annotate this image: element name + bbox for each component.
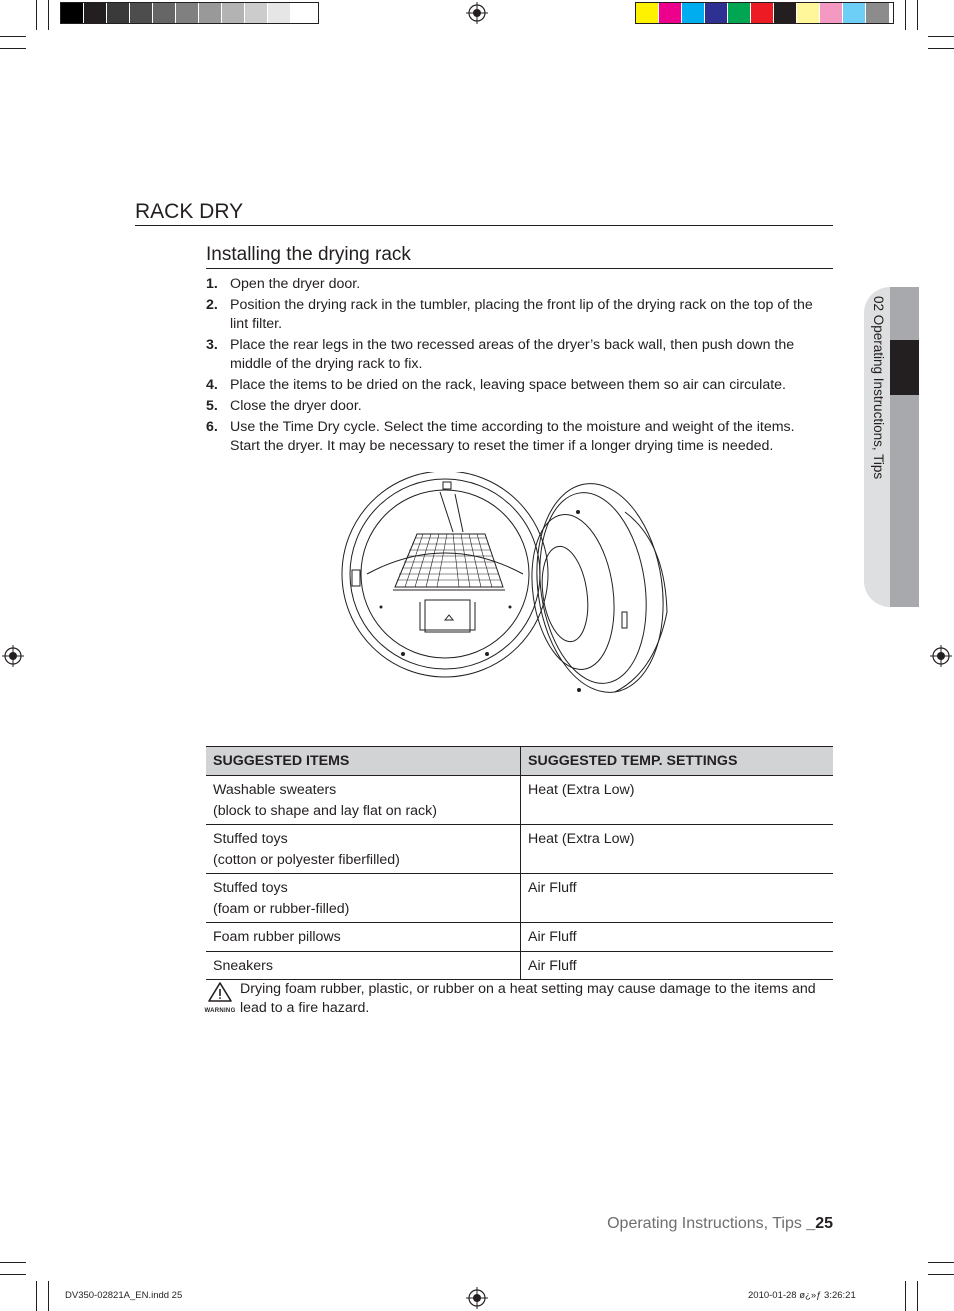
- crop-mark: [0, 48, 26, 49]
- crop-mark: [0, 1274, 26, 1275]
- registration-mark-icon: [930, 645, 952, 667]
- crop-mark: [928, 36, 954, 37]
- column-header: SUGGESTED TEMP. SETTINGS: [521, 747, 834, 776]
- color-swatch: [682, 3, 705, 23]
- chapter-tab-marker: [890, 340, 919, 395]
- color-swatch: [245, 3, 268, 23]
- step-item: 2. Position the drying rack in the tumbler, placing the front lip of the drying rack on the top of the lint filter.: [206, 297, 813, 332]
- step-item: 3. Place the rear legs in the two recessed areas of the dryer’s back wall, then push down the middle of the drying rack to fix.: [206, 337, 795, 372]
- suggested-items-table: [206, 746, 833, 980]
- column-header: SUGGESTED ITEMS: [206, 747, 521, 776]
- item-cell: Stuffed toys (cotton or polyester fiberfilled): [206, 825, 521, 874]
- color-swatch: [107, 3, 130, 23]
- page-footer: [560, 1215, 833, 1233]
- table-row: [206, 951, 833, 980]
- crop-mark: [928, 48, 954, 49]
- crop-mark: [48, 0, 49, 30]
- dryer-drying-rack-illustration: [335, 472, 675, 707]
- warning-icon: [203, 981, 237, 1014]
- process-color-bar: [635, 2, 894, 24]
- color-swatch: [636, 3, 659, 23]
- crop-mark: [36, 1281, 37, 1311]
- crop-mark: [0, 36, 26, 37]
- chapter-tab-strip: [890, 287, 919, 340]
- chapter-tab-strip: [890, 395, 919, 607]
- setting-cell: Heat (Extra Low): [521, 776, 834, 825]
- print-slug-file: DV350-02821A_EN.indd 25: [65, 1290, 183, 1301]
- color-swatch: [843, 3, 866, 23]
- color-swatch: [866, 3, 889, 23]
- table-row: [206, 874, 833, 923]
- table-header-row: [206, 747, 833, 776]
- crop-mark: [928, 1274, 954, 1275]
- setting-cell: Air Fluff: [521, 874, 834, 923]
- warning-text: Drying foam rubber, plastic, or rubber on a heat setting may cause damage to the items and lead to a fire hazard.: [240, 981, 816, 1016]
- color-swatch: [176, 3, 199, 23]
- chapter-tab-label: 02 Operating Instructions, Tips: [871, 296, 886, 480]
- crop-mark: [917, 0, 918, 30]
- subsection-divider: [206, 268, 833, 269]
- table-row: [206, 825, 833, 874]
- step-item: 5. Close the dryer door.: [206, 398, 362, 414]
- color-swatch: [130, 3, 153, 23]
- item-cell: Washable sweaters (block to shape and lay flat on rack): [206, 776, 521, 825]
- step-item: 6. Use the Time Dry cycle. Select the time according to the moisture and weight of the items. Start the dryer. It may be necessary to reset the timer if a longer drying time is needed.: [206, 419, 795, 454]
- step-item: 1. Open the dryer door.: [206, 276, 361, 292]
- color-swatch: [84, 3, 107, 23]
- instruction-steps: [206, 275, 826, 458]
- subsection-title: Installing the drying rack: [206, 244, 411, 265]
- crop-mark: [905, 1281, 906, 1311]
- color-swatch: [797, 3, 820, 23]
- grayscale-color-bar: [60, 2, 319, 24]
- section-title: RACK DRY: [135, 200, 244, 223]
- setting-cell: Air Fluff: [521, 923, 834, 952]
- color-swatch: [199, 3, 222, 23]
- crop-mark: [905, 0, 906, 30]
- registration-mark-icon: [466, 2, 488, 24]
- crop-mark: [0, 1262, 26, 1263]
- footer-section: Operating Instructions, Tips: [607, 1215, 807, 1232]
- registration-mark-icon: [466, 1287, 488, 1309]
- crop-mark: [36, 0, 37, 30]
- color-swatch: [268, 3, 291, 23]
- item-cell: Foam rubber pillows: [206, 923, 521, 952]
- page-number: _25: [806, 1215, 833, 1232]
- color-swatch: [61, 3, 84, 23]
- color-swatch: [705, 3, 728, 23]
- section-divider: [135, 225, 833, 226]
- color-swatch: [153, 3, 176, 23]
- crop-mark: [48, 1281, 49, 1311]
- table-row: [206, 776, 833, 825]
- item-cell: Sneakers: [206, 951, 521, 980]
- table-row: [206, 923, 833, 952]
- color-swatch: [222, 3, 245, 23]
- color-swatch: [728, 3, 751, 23]
- registration-mark-icon: [2, 645, 24, 667]
- warning-label: WARNING: [204, 1008, 236, 1014]
- color-swatch: [291, 3, 314, 23]
- setting-cell: Air Fluff: [521, 951, 834, 980]
- crop-mark: [917, 1281, 918, 1311]
- color-swatch: [820, 3, 843, 23]
- setting-cell: Heat (Extra Low): [521, 825, 834, 874]
- color-swatch: [751, 3, 774, 23]
- item-cell: Stuffed toys (foam or rubber-filled): [206, 874, 521, 923]
- color-swatch: [659, 3, 682, 23]
- step-item: 4. Place the items to be dried on the rack, leaving space between them so air can circulate.: [206, 377, 786, 393]
- crop-mark: [928, 1262, 954, 1263]
- color-swatch: [774, 3, 797, 23]
- print-slug-date: 2010-01-28 ø¿»ƒ 3:26:21: [748, 1290, 856, 1301]
